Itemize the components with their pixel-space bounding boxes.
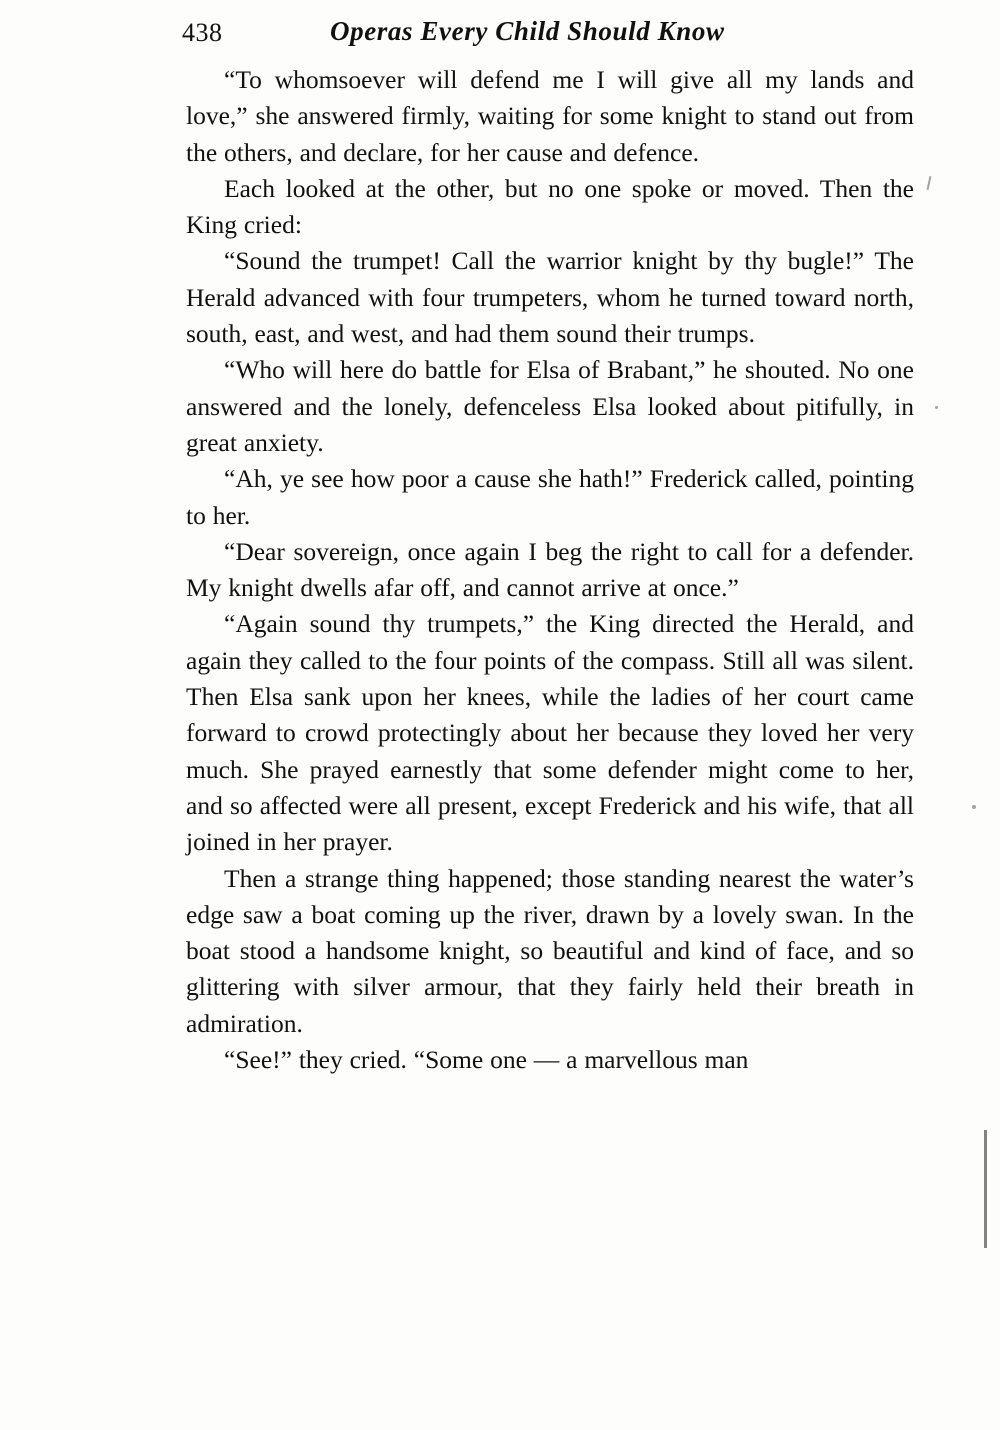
scan-artifact	[972, 805, 976, 809]
paragraph: “Ah, ye see how poor a cause she hath!” Frederick called, pointing to her.	[186, 464, 914, 530]
paragraph: “Sound the trumpet! Call the warrior knight by thy bugle!” The Herald advanced with four trumpeters, whom he turned toward north, south, east, and west, and had them sound their trumps.	[186, 246, 914, 349]
running-title: Operas Every Child Should Know	[330, 16, 725, 46]
paragraph: Each looked at the other, but no one spoke or moved. Then the King cried:	[186, 173, 914, 240]
page-header	[0, 10, 1000, 50]
paragraph: “Dear sovereign, once again I beg the right to call for a defender. My knight dwells afar off, and cannot arrive at once.”	[186, 536, 914, 603]
body-text	[186, 62, 914, 1078]
scan-artifact	[927, 176, 932, 190]
paragraph: “Again sound thy trumpets,” the King directed the Herald, and again they called to the four points of the compass. Still all was silent. Then Elsa sank upon her knees, while the ladies of her court came forward to crowd protectingly about her because they loved her very much. She prayed earnestly that some defender might come to her, and so affected were all present, except Frederick and his wife, that all joined in her prayer.	[186, 609, 914, 857]
paragraph: Then a strange thing happened; those standing nearest the water’s edge saw a boat coming up the river, drawn by a lovely swan. In the boat stood a handsome knight, so beautiful and kind of face, and so glittering with silver armour, that they fairly held their breath in admiration.	[186, 863, 914, 1038]
paragraph: “See!” they cried. “Some one — a marvellous man	[224, 1045, 749, 1075]
scan-artifact	[935, 406, 938, 409]
page-number: 438	[182, 18, 223, 47]
paragraph: “Who will here do battle for Elsa of Brabant,” he shouted. No one answered and the lonely, defenceless Elsa looked about pitifully, in great anxiety.	[186, 355, 914, 457]
scan-artifact	[984, 1130, 987, 1248]
paragraph: “To whomsoever will defend me I will give all my lands and love,” she answered firmly, waiting for some knight to stand out from the others, and declare, for her cause and defence.	[186, 65, 914, 167]
